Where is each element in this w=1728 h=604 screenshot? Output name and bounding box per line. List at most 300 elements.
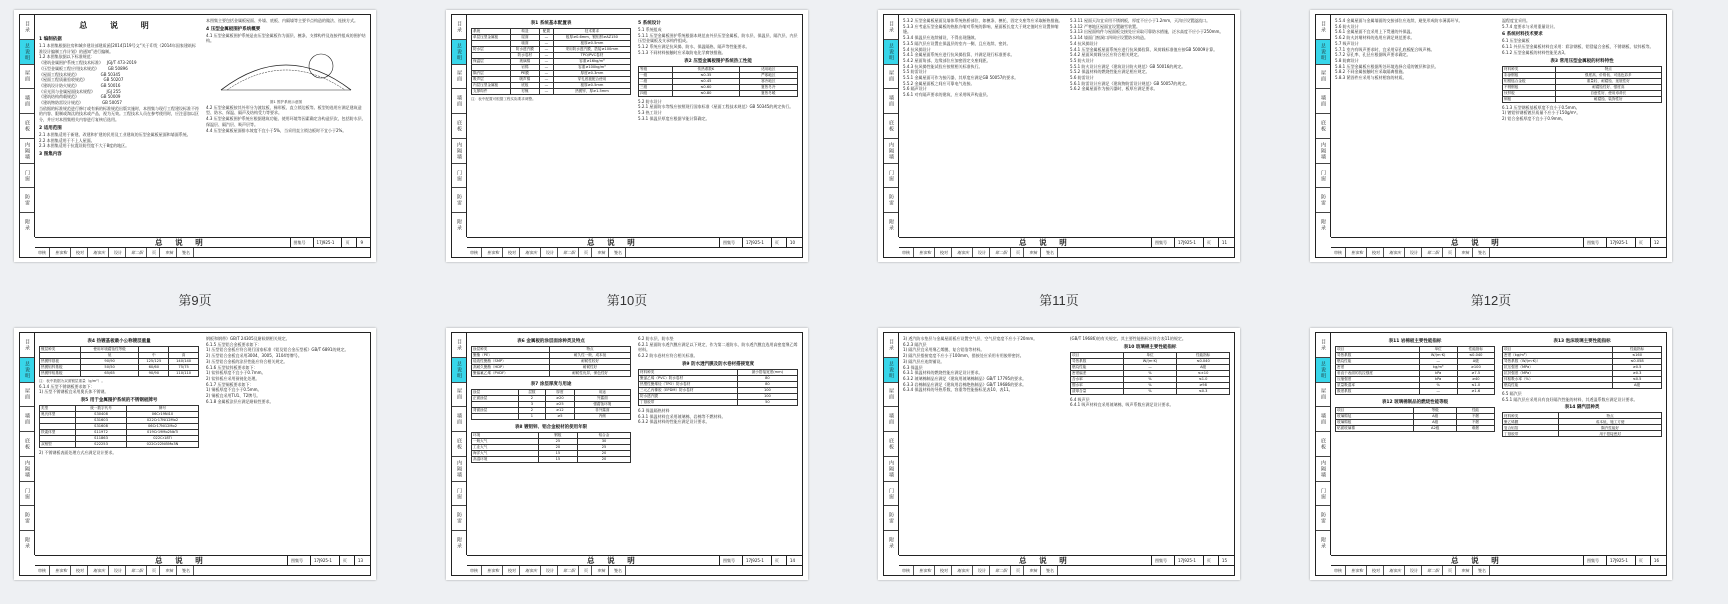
atlas-label: 图集号 [290,238,309,248]
page-number: 11 [1218,238,1230,248]
signature-row [35,565,370,575]
table-cell: — [1419,389,1457,395]
table-cell: ≥1.6 [1457,389,1494,395]
table-note: 注：表中数据为双面镀层重量（g/m²）。 [39,379,105,383]
table-cell: — [539,71,553,77]
signature-field: 谢家庆 [93,566,109,575]
page-caption: 第12页 [1470,293,1512,308]
table-cell: 75/75 [169,365,199,371]
signature-field: 崔家和 [919,566,935,575]
table-cell: ≥0.3 [1613,371,1662,377]
table-cell: 高耐久聚酯（HDP） [472,365,550,371]
table-cell: S31603 [76,418,127,424]
table-cell: 等级 [1414,408,1456,414]
table-cell: 25 [577,445,630,451]
table-cell: A级 [1414,414,1456,420]
page-caption: 第9页 [178,293,212,308]
table-note: 注：表中配置可根据工程实际要求调整。 [471,97,536,101]
body-text: 5.3.11 屋面天沟宜采用不锈钢板，厚度不应小于1.2mm，天沟应设置溢流口。 5.3.12 严寒地区屋面宜设置融雪装置。 5.3.13 出屋面构件与屋面板交接处应采取可靠防水措施，泛水高度不应小于250mm。 5.3.14 墙面门窗洞口四周应设置防水构造。 5.4 抗风揭设计 5.4.1 压型金属板屋面系统应进行抗风揭验算，风荷载标准值应按GB 50009计算。 5.4.2 屋面风荷载分区应符合相关规定。 5.5 防火设计 5.5.1 防火设计应满足《建筑设计防火规范》GB 50016的规定。 5.5.2 保温材料的燃烧性能应满足相应规定。 5.6 防雷设计 5.6.1 防雷设计应满足《建筑物防雷设计规范》GB 50057的规定。 5.6.2 金属屋面作为接闪器时，板厚应满足要求。 [1070,18,1224,92]
table-cell: ≥0.5 [1613,365,1662,371]
table-cell: 项目 [1336,408,1414,414]
signature-row [899,247,1234,257]
text-column [1502,18,1662,234]
table-cell: 三级 [639,84,673,90]
table-cell: 外露面 [574,396,630,402]
table-cell: ≤±10 [1177,370,1230,376]
section-tab: 墙面 [884,407,898,432]
table-row [1336,389,1495,395]
table-cell: 四级 [639,90,673,96]
table-title: 表14 隔汽层种类 [1564,405,1600,411]
table-row [1503,431,1662,437]
table-row [1071,388,1230,394]
table-title: 表13 泡沫玻璃主要性能指标 [1553,339,1611,344]
table-cell: 单位 [1419,347,1457,353]
table-cell: 最小搭接宽度(mm) [737,369,797,375]
page-number: 13 [354,556,366,566]
signature-row [1331,565,1666,575]
signature-field: 校对 [76,248,88,257]
section-tab: 附录 [888,537,894,550]
table-cell: 技术要求 [553,29,630,35]
sheet-title: 总 说 明 [155,238,208,247]
table-cell: 06Cr19Ni10 [127,412,199,418]
text-column [903,18,1063,234]
section-tab: 总说明 [20,40,34,65]
title-block [467,237,802,247]
table-cell: 硅改性聚酯（SMP） [472,359,550,365]
table-title: 表3 常用压型金属板的材料特性 [1550,58,1614,64]
table-title: 表6 金属板的涂层面涂种类及特点 [517,339,585,344]
section-tab: 门窗 [1316,164,1330,189]
table-cell: 特点 [550,347,631,353]
table-cell: 渣球含量 [1071,388,1124,394]
signature-field: 郑二阳 [995,566,1011,575]
drawing-sheet [1315,14,1667,258]
section-tab: 内隔墙 [452,457,466,482]
section-tab: 屋面 [20,383,34,408]
table-row [472,371,631,377]
section-tab: 附录 [24,219,30,232]
signature-field: 崔家和 [1351,248,1367,257]
section-tab: 附录 [24,537,30,550]
section-tab: 防雷 [20,506,34,531]
table-cell: 耐腐蚀、装饰性好 [1555,96,1661,102]
text-column [39,18,199,234]
signature-field: 审核 [1029,248,1041,257]
text-column [1335,336,1495,552]
title-block [899,555,1234,565]
page-thumbnail-3[interactable] [878,10,1240,262]
table-cell: A级 [1457,359,1494,365]
table-cell: 90/90 [80,359,139,365]
signature-field: 页 [152,248,160,257]
table-cell: 导热系数 [1071,358,1124,364]
sheet-title: 总 说 明 [1451,238,1504,247]
section-tab: 屋面 [452,383,466,408]
table-cell: kg/m³ [1419,365,1457,371]
table-cell: 岩棉 [510,65,539,71]
table-title: 表9 防水透汽膜及防水卷材搭接宽度 [681,361,755,367]
table-cell: 性能指标 [1613,347,1662,353]
section-tab: 门窗 [884,164,898,189]
body-text: 6.2 防水层、防水垫 6.2.1 屋面防水透汽膜应满足以下规定，作为第二道防水，防水透汽膜宜选用高密度聚乙烯材料。 6.2.2 防水卷材应符合相关标准。 [638,336,798,359]
table-cell: 板厚≥0.5mm [553,41,630,47]
drawing-sheet [19,14,371,258]
table-cell: 20 [577,457,630,463]
signature-field: 校对 [940,566,952,575]
signature-field: 崔家和 [55,566,71,575]
table-cell: 中 [139,353,169,359]
table-cell: 奥氏体型 [40,412,76,418]
section-tab: 底板 [884,432,898,457]
table-cell: A级 [1613,383,1662,389]
section-tab: 目录 [452,333,466,358]
section-tab: 门窗 [1316,482,1330,507]
section-tabs [1316,333,1331,555]
table-cell: ≥100 [1457,365,1494,371]
signature-field: 审核 [597,566,609,575]
section-heading: 4 压型金属板围护系统概要 [206,26,261,32]
page-label: 页 [339,556,350,566]
page-thumbnail-5[interactable] [14,328,376,580]
table-cell: TPO/PVC卷材 [553,53,630,59]
page-thumbnail-6[interactable] [446,328,808,580]
signature-field: 审核 [902,248,914,257]
signature-field: 谢家庆 [1389,566,1405,575]
page-thumbnail-8[interactable] [1310,328,1672,580]
table-cell [472,414,519,420]
table-cell: 体积吸水率（%） [1503,377,1613,383]
table-cell: 项目 [1071,352,1124,358]
section-tab: 总说明 [884,358,898,383]
section-tab: 附录 [456,219,462,232]
spec-table [471,28,631,95]
section-tab: 底板 [884,114,898,139]
signature-row [467,565,802,575]
section-tab: 目录 [884,333,898,358]
table-cell: 铝合金 [577,433,630,439]
table-cell: 2 [518,396,545,402]
atlas-label: 图集号 [719,238,738,248]
table-row [472,457,631,463]
signature-field: 谢家庆 [525,248,541,257]
signature-field: 校对 [508,248,520,257]
page-label: 页 [1203,556,1214,566]
table-cell: ≤0.058 [1613,359,1662,365]
table-cell: 玻璃棉毡 [1336,414,1414,420]
table-cell: 2 [518,408,545,414]
table-cell: 传热系数K [673,66,739,72]
text-column [471,336,631,552]
table-cell: ≥7.5 [1457,371,1494,377]
table-cell: 单层压型金属板 [472,35,511,41]
section-tab: 内隔墙 [1316,457,1330,482]
spec-table [471,346,631,377]
table-cell: 强腐蚀环境 [574,402,630,408]
table-cell: 强度高、价格低、可选色彩多 [1555,72,1661,78]
table-cell: 类型 [40,406,76,412]
table-cell: 密度（kg/m³） [1503,353,1613,359]
text-column [903,336,1063,552]
table-cell: 不燃 [1456,414,1494,420]
table-cell: 采用防水透汽膜，搭接≥100mm [553,47,630,53]
signature-field: 审核 [165,566,177,575]
sheet-title: 总 说 明 [155,556,208,565]
signature-field: 郑二阳 [995,248,1011,257]
section-tab: 墙面 [20,407,34,432]
section-heading: 2 适用范围 [39,125,62,131]
section-tab: 内隔墙 [20,139,34,164]
table-cell: 板厚≥0.6mm，镀铝锌≥AZ150 [553,35,630,41]
table-cell: 65/65 [80,371,139,377]
body-text: 1.1 本图集根据住房和城乡建设部建质函[2014]119号文“关于印发《2014年国家建筑标准设计编制工作计划》的通知”进行编制。 1.2 本图集依据以下标准规范： [39,43,196,60]
body-text: 6.1.4 压型不锈钢板要求如下： 1) 压型不锈钢板宜采用奥氏体不锈钢。 [39,383,109,395]
table-cell: 玻璃棉 [510,59,539,65]
signature-row [899,565,1234,575]
section-tab: 总说明 [20,358,34,383]
table-cell: 保温层 [472,59,511,65]
table-cell: ≥40 [1457,377,1494,383]
page-label: 页 [341,238,352,248]
table-cell: ≤0.45 [673,78,739,84]
page-label: 页 [1635,238,1646,248]
section-tab: 底板 [452,432,466,457]
table-cell: 垂直于表面的抗拉强度 [1336,371,1420,377]
section-tab: 附录 [888,219,894,232]
table-cell: 钛锌板 [1503,90,1556,96]
section-tab: 总说明 [1316,40,1330,65]
table-cell: 15 [538,451,577,457]
signature-field: 审核 [902,566,914,575]
page-thumbnail-4[interactable] [1310,10,1672,262]
table-cell: 容重≥100kg/m³ [553,65,630,71]
section-tab: 防雷 [1316,506,1330,531]
sheet-content [903,336,1230,552]
table-cell: 耐候性好 [550,365,631,371]
body-text: 3) 透汽防水垫层与金属屋面板应设置空气层，空气层宽度不应小于20mm。 6.2.3 隔汽层 1) 隔汽层宜采用聚乙烯膜、复合铝箔等材料。 2) 隔汽层搭接宽度不应小于100mm，搭接处应采用专用胶带密封。 3) 隔汽层应连续铺设。 6.3 保温层 6.3.1 保温材料的燃烧性能应满足设计要求。 6.3.2 玻璃棉制品应满足《建筑用玻璃棉制品》GB/T 17795的要求。 6.3.3 岩棉制品应满足《建筑用岩棉绝热制品》GB/T 19686的要求。 6.3.4 保温材料的导热系数、容重等性能指标见表10、表11。 [903,336,1038,393]
table-cell: 100 [737,387,797,393]
table-cell: 022Cr18Ti [127,436,199,442]
sheet-title: 总 说 明 [587,238,640,247]
section-heading: 6 系统材料技术要求 [1502,32,1543,38]
signature-field: 郑二阳 [563,248,579,257]
table-cell: % [1123,388,1176,394]
table-cell: S30408 [76,412,127,418]
atlas-label: 图集号 [1583,238,1602,248]
table-cell: — [539,35,553,41]
body-text: 5.5.4 金属屋面与金属墙面的交接部位应连续，避免形成防水薄弱环节。 5.6 防火设计 5.6.1 金属屋面不宜采用上下贯通的外保温。 5.6.2 防火封堵材料的选用应满足规范要求。 5.7 吸声设计 5.7.1 室内有吸声要求时，宜采用穿孔底板配合吸声棉。 5.7.2 穿孔率、孔径应根据吸声要求确定。 5.8 防腐设计 5.8.1 压型金属板应根据所处环境选择合适的镀层和涂层。 5.8.2 不同金属接触时应采取隔离措施。 5.8.3 紧固件应采用与板材相容的材质。 [1335,18,1463,81]
signature-row [467,247,802,257]
figure-caption: 图1 围护系统示意图 [269,100,303,105]
section-tab: 墙面 [884,89,898,114]
title-block [1331,555,1666,565]
table-cell: A级 [1414,420,1456,426]
table-cell: 导热系数 [1336,353,1420,359]
section-tab: 底板 [20,114,34,139]
signature-field: 审核 [1334,566,1346,575]
section-tab: 屋面 [884,65,898,90]
table-cell: W/(m·K) [1123,358,1176,364]
signature-field: 校对 [1372,248,1384,257]
table-cell: 一般大气 [472,439,539,445]
signature-field: 设计 [546,248,558,257]
signature-field: 审核 [1461,566,1473,575]
body-text: 6.3 保温隔热材料 6.3.1 保温材料宜采用玻璃棉、岩棉等不燃材料。 6.3.2 保温材料的性能应满足设计要求。 [638,407,726,425]
text-column [638,336,798,552]
table-cell: 性能 [1456,408,1494,414]
table-cell: 80 [737,381,797,387]
spec-table [39,405,199,448]
table-cell: 隔汽性能好 [1559,425,1662,431]
table-cell: 燃烧性能 [1336,359,1420,365]
table-cell: 燃烧性能 [1071,364,1124,370]
section-tab: 防雷 [884,506,898,531]
page-thumbnail-2[interactable] [446,10,808,262]
table-cell: 复合铝箔 [1503,425,1559,431]
signature-field: 签名 [182,566,194,575]
table-cell: 厚度 [546,390,574,396]
sheet-title: 总 说 明 [1019,238,1072,247]
table-cell: S22253 [76,442,127,448]
table-cell: — [539,77,553,83]
section-tab: 防雷 [452,506,466,531]
body-text: 2.1 本图集适用于新建、改建和扩建的民用及工业建筑的压型金属板屋面和墙面系统。 2.2 本图集适用于不上人屋面。 2.3 本图集适用于抗震设防烈度不大于8度的地区。 [39,131,191,149]
table-cell: 耐久性一般，成本低 [550,353,631,359]
table-cell: 成本低，施工方便 [1559,419,1662,425]
spec-table [471,389,631,420]
table-cell: 内侧 [574,414,630,420]
body-text: 6.1.3 压型钢板基板厚度不宜小于0.5mm。 1) 镀铝锌钢板镀层质量不应小于150g/m²。 2) 铝合金板厚度不宜小于0.9mm。 [1502,104,1581,121]
text-column [638,18,798,234]
spec-table [1335,346,1495,395]
table-row [40,371,199,377]
signature-field: 设计 [546,566,558,575]
table-cell: 二级 [639,78,673,84]
table-cell: 热镀锌基板 [40,359,81,365]
table-cell: 涂层 [472,390,519,396]
text-column [206,336,366,552]
title-block [467,555,802,565]
spec-table [1502,346,1662,389]
spec-table [1335,407,1495,432]
signature-field: 签名 [614,566,626,575]
body-text: 6.4 吸声层 6.4.1 吸声材料宜采用玻璃棉，吸声系数应满足设计要求。 [1070,396,1174,408]
text-column [471,18,631,234]
signature-field: 郑二阳 [131,566,147,575]
signature-field: 谢家庆 [525,566,541,575]
signature-field: 谢家庆 [93,248,109,257]
signature-field: 设计 [1410,566,1422,575]
text-column [1070,336,1230,552]
section-tab: 内隔墙 [20,457,34,482]
table-title: 表8 镀铝锌、铝合金板材的使用年限 [514,425,588,430]
table-cell: S31608 [76,424,127,430]
table-cell: 热镀锌，厚≥1.5mm [553,89,630,95]
drawing-sheet [883,332,1235,576]
table-cell: 性能指标 [1457,347,1494,353]
section-tab: 附录 [1320,537,1326,550]
table-cell: 3 [518,402,545,408]
table-cell: 隔汽层 [472,71,511,77]
table-cell: 140/140 [169,359,199,365]
signature-field: 审核 [470,566,482,575]
page-number: 14 [786,556,798,566]
table-cell: 含水率 [1071,376,1124,382]
system-diagram [206,46,366,98]
page-caption: 第10页 [606,293,648,308]
body-text: 5.1 系统组成 5.1.1 压型金属板围护系统根据本规范由外层压型金属板、防水层、保温层、隔汽层、内层压型金属板及支承构件组成。 5.1.2 系统应满足抗风揭、防水、保温隔热、隔声等性能要求。 5.1.3 不同材料接触时应采取防电化学腐蚀措施。 [638,27,798,55]
signature-field: 审核 [38,566,50,575]
signature-field: 审核 [1461,248,1473,257]
signature-field: 设计 [978,566,990,575]
table-cell: 夏热冬暖 [739,90,797,96]
table-cell: 使用环境腐蚀性等级 [80,347,139,353]
table-cell: 吸声棉 [510,77,539,83]
sheet-content [1335,336,1662,552]
signature-field: 审核 [470,248,482,257]
section-tab: 总说明 [884,40,898,65]
table-cell: 特点 [1559,413,1662,419]
atlas-number: 17J925-1 [310,556,335,566]
page-thumbnail-7[interactable] [878,328,1240,580]
table-cell: ≥25 [546,402,574,408]
spec-table [1502,66,1662,103]
table-cell: 用途 [574,390,630,396]
atlas-number: 17J925-1 [1174,556,1199,566]
table-cell: 镀层种类 [40,347,81,353]
section-tab: 目录 [884,15,898,40]
signature-row [1331,247,1666,257]
table-cell: 墙面 [510,41,539,47]
table-cell: 不锈钢板 [1503,84,1556,90]
table-cell: ≤0.040 [1457,353,1494,359]
page-label: 页 [771,238,782,248]
table-row [472,414,631,420]
section-tab: 附录 [456,537,462,550]
table-cell: 板厚≥0.5mm [553,83,630,89]
table-cell: 60/60 [139,365,169,371]
atlas-number: 17J925-1 [313,238,338,248]
signature-field: 校对 [76,566,88,575]
title-block [35,237,370,247]
table-cell: S11972 [76,430,127,436]
text-column [1335,18,1495,234]
table-cell: 热塑性聚烯烃（TPO）防水卷材 [639,381,738,387]
body-text: 温程度宜采用。 5.7.4 度要求与采用重量设计。 [1502,18,1558,29]
sheet-content [1335,18,1662,234]
table-cell: 涂层种类 [472,347,550,353]
section-tabs [452,15,467,237]
page-title: 总 说 明 [79,21,159,30]
table-title: 表11 岩棉板主要性能指标 [1388,339,1442,344]
section-tab: 目录 [20,333,34,358]
section-tab: 目录 [452,15,466,40]
table-row [1503,96,1662,102]
table-cell: 材料种类 [1503,413,1559,419]
text-column [206,18,366,234]
atlas-number: 17J925-1 [742,238,767,248]
table-cell: 贴面玻璃棉 [1336,426,1414,432]
table-row [40,442,199,448]
section-tab: 门窗 [884,482,898,507]
page-number: 9 [356,238,366,248]
section-tab: 屋面 [452,65,466,90]
table-cell: 双相型 [40,442,76,448]
body-text: 《建筑金属围护系统工程技术标准》 JGJ/T 473-2019 《压型金属板工程应用技术规范》 GB 50896 《屋面工程技术规范》 GB 50345 《屋面工程质量验收规范》 GB 50207 《建筑设计防火规范》 GB 50016 《采光顶与金属屋面技术规程》 JGJ 255 《建筑结构荷载规范》 GB 50009 《建筑物防雷设计规范》 GB 50057 [39,60,137,106]
page-thumbnail-1[interactable] [14,10,376,262]
table-cell: 防水层 [472,47,511,53]
